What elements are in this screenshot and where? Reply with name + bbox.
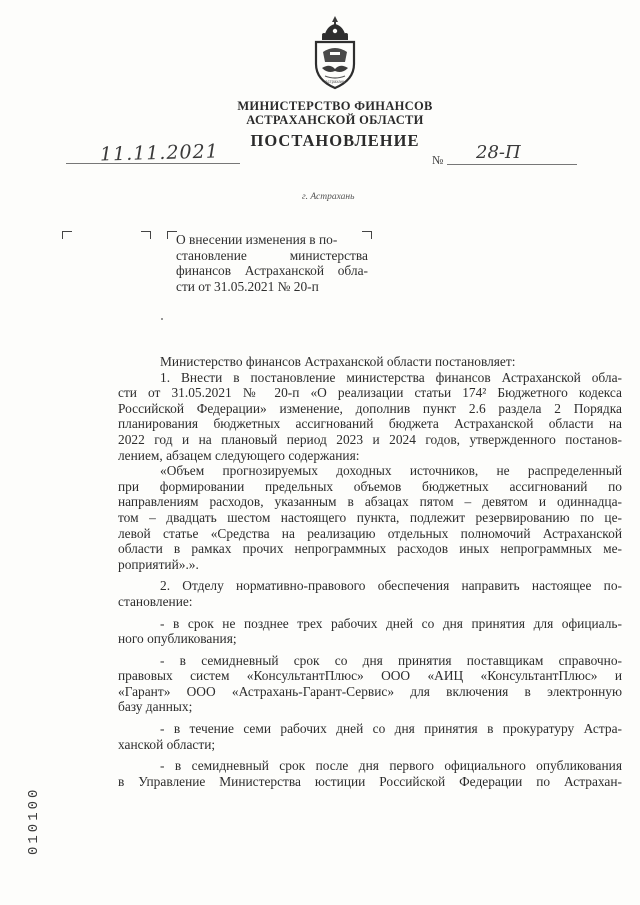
quote-line: «Объем прогнозируемых доходных источников, не распределенный — [160, 463, 622, 479]
bullet-3-line: ханской области; — [118, 736, 216, 752]
document-type-title: ПОСТАНОВЛЕНИЕ — [250, 131, 420, 150]
bullet-2-line: правовых систем «КонсультантПлюс» ООО «АИЦ «КонсультантПлюс» и — [118, 668, 622, 684]
subject-line: становление министерства — [176, 247, 368, 263]
subject-line: финансов Астраханской обла- — [176, 263, 368, 278]
ministry-name-line1: МИНИСТЕРСТВО ФИНАНСОВ — [237, 99, 433, 113]
paragraph-1-line: 2022 год и на плановый период 2023 и 2024 годов, утвержденного постанов- — [118, 431, 622, 447]
paragraph-1-line: планирования бюджетных ассигнований бюджета Астраханской области на — [118, 416, 622, 432]
document-date: 11.11.2021 — [99, 140, 220, 166]
bullet-1-line: - в срок не позднее трех рабочих дней со дня принятия для официаль- — [160, 615, 622, 631]
document-subject — [176, 232, 368, 294]
serial-number: 010100 — [26, 786, 42, 856]
quote-line: при формировании предельных объемов бюджетных ассигнований по — [118, 478, 622, 494]
bullet-2-line: «Гарант» ООО «Астрахань-Гарант-Сервис» для включения в электронную — [118, 683, 622, 699]
paragraph-1-line: Российской Федерации» изменение, дополнив пункт 2.6 раздела 2 Порядка — [118, 400, 622, 416]
coat-of-arms-icon — [308, 14, 362, 92]
ministry-name-line2: АСТРАХАНСКОЙ ОБЛАСТИ — [246, 113, 424, 127]
bullet-2-line: - в семидневный срок со дня принятия поставщикам справочно- — [160, 652, 622, 668]
paragraph-1-line: 1. Внести в постановление министерства финансов Астраханской обла- — [160, 369, 622, 385]
quote-line: роприятий».». — [118, 556, 199, 572]
preamble: Министерство финансов Астраханской области постановляет: — [160, 354, 516, 369]
subject-corner-mid-right — [141, 231, 151, 239]
date-underline — [66, 163, 240, 164]
paragraph-2-line: 2. Отделу нормативно-правового обеспечения направить настоящее по- — [160, 578, 622, 594]
subject-line: О внесении изменения в по- — [176, 232, 338, 247]
document-body — [118, 354, 622, 789]
quote-line: области в рамках прочих непрограммных расходов иных непрограммных ме- — [118, 541, 622, 557]
bullet-3-line: - в течение семи рабочих дней со дня принятия в прокуратуру Астра- — [160, 721, 622, 737]
paragraph-1-line: сти от 31.05.2021 № 20-п «О реализации статьи 174² Бюджетного кодекса — [118, 385, 622, 401]
document-number: 28-П — [476, 142, 521, 163]
quote-line: левой статье «Средства на реализацию отдельных полномочий Астраханской — [118, 525, 622, 541]
city-line: г. Астрахань — [302, 192, 355, 202]
quote-line: направлениям расходов, указанным в абзацах пятом – девятом и одиннадца- — [118, 494, 622, 510]
paragraph-2-line: становление: — [118, 593, 193, 609]
number-sign: № — [432, 153, 444, 167]
scan-speck — [161, 318, 163, 320]
bullet-1-line: ного опубликования; — [118, 631, 237, 647]
quote-line: том – двадцать шестом настоящего пункта, подлежит резервированию по це- — [118, 509, 622, 525]
subject-corner-left — [62, 231, 72, 239]
number-underline — [447, 164, 577, 165]
subject-line: сти от 31.05.2021 № 20-п — [176, 278, 319, 294]
emblem-caption: Астрахань — [324, 79, 346, 84]
paragraph-1-line: лением, абзацем следующего содержания: — [118, 447, 360, 463]
bullet-2-line: базу данных; — [118, 699, 193, 715]
bullet-4-line: в Управление Министерства юстиции Российской Федерации по Астрахан- — [118, 773, 622, 789]
bullet-4-line: - в семидневный срок после дня первого официального опубликования — [160, 758, 622, 774]
